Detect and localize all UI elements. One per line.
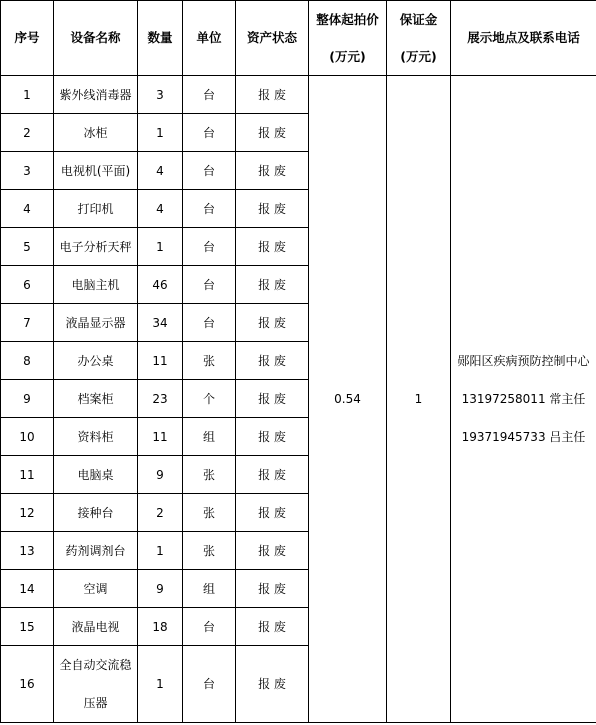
- header-location: 展示地点及联系电话: [451, 1, 596, 76]
- cell-qty: 11: [138, 342, 183, 380]
- contact-phone-1: 13197258011 常主任: [461, 392, 586, 406]
- cell-name: 液晶电视: [54, 608, 138, 646]
- cell-seq: 4: [1, 190, 54, 228]
- cell-name-line2: 压器: [83, 696, 108, 710]
- cell-status: 报 废: [236, 266, 309, 304]
- cell-name: 接种台: [54, 494, 138, 532]
- cell-seq: 14: [1, 570, 54, 608]
- cell-seq: 3: [1, 152, 54, 190]
- cell-price: 0.54: [309, 76, 387, 723]
- cell-status: 报 废: [236, 342, 309, 380]
- cell-unit: 台: [183, 646, 236, 723]
- cell-name: 液晶显示器: [54, 304, 138, 342]
- cell-seq: 7: [1, 304, 54, 342]
- cell-qty: 1: [138, 646, 183, 723]
- header-name: 设备名称: [54, 1, 138, 76]
- cell-status: 报 废: [236, 152, 309, 190]
- cell-unit: 张: [183, 532, 236, 570]
- header-row: [1, 1, 596, 76]
- cell-name: 办公桌: [54, 342, 138, 380]
- cell-qty: 2: [138, 494, 183, 532]
- cell-name-line1: 全自动交流稳: [59, 658, 132, 672]
- header-unit: 单位: [183, 1, 236, 76]
- header-price: [309, 1, 387, 76]
- cell-status: 报 废: [236, 608, 309, 646]
- header-price-line2: (万元): [329, 49, 366, 64]
- cell-seq: 1: [1, 76, 54, 114]
- cell-unit: 台: [183, 266, 236, 304]
- cell-qty: 18: [138, 608, 183, 646]
- cell-name: 电脑主机: [54, 266, 138, 304]
- header-deposit: [387, 1, 451, 76]
- location-name: 郧阳区疾病预防控制中心: [457, 354, 590, 368]
- contact-phone-2: 19371945733 吕主任: [461, 430, 586, 444]
- cell-unit: 台: [183, 190, 236, 228]
- cell-status: 报 废: [236, 494, 309, 532]
- cell-qty: 34: [138, 304, 183, 342]
- cell-unit: 台: [183, 304, 236, 342]
- cell-qty: 23: [138, 380, 183, 418]
- cell-status: 报 废: [236, 228, 309, 266]
- cell-seq: 5: [1, 228, 54, 266]
- cell-name: 档案柜: [54, 380, 138, 418]
- cell-name: 资料柜: [54, 418, 138, 456]
- cell-status: 报 废: [236, 380, 309, 418]
- cell-name: [54, 646, 138, 723]
- cell-unit: 台: [183, 228, 236, 266]
- cell-name: 紫外线消毒器: [54, 76, 138, 114]
- cell-qty: 11: [138, 418, 183, 456]
- cell-seq: 16: [1, 646, 54, 723]
- cell-seq: 2: [1, 114, 54, 152]
- cell-name: 电子分析天秤: [54, 228, 138, 266]
- cell-seq: 10: [1, 418, 54, 456]
- cell-status: 报 废: [236, 532, 309, 570]
- cell-unit: 台: [183, 76, 236, 114]
- cell-seq: 6: [1, 266, 54, 304]
- cell-unit: 张: [183, 456, 236, 494]
- cell-seq: 11: [1, 456, 54, 494]
- cell-status: 报 废: [236, 646, 309, 723]
- cell-unit: 张: [183, 342, 236, 380]
- cell-name: 电脑桌: [54, 456, 138, 494]
- cell-unit: 张: [183, 494, 236, 532]
- cell-seq: 12: [1, 494, 54, 532]
- cell-unit: 组: [183, 570, 236, 608]
- cell-qty: 9: [138, 456, 183, 494]
- cell-seq: 8: [1, 342, 54, 380]
- cell-deposit: 1: [387, 76, 451, 723]
- header-deposit-line1: 保证金: [399, 12, 438, 27]
- cell-status: 报 废: [236, 114, 309, 152]
- cell-unit: 个: [183, 380, 236, 418]
- cell-qty: 1: [138, 532, 183, 570]
- cell-name: 打印机: [54, 190, 138, 228]
- cell-qty: 46: [138, 266, 183, 304]
- cell-status: 报 废: [236, 456, 309, 494]
- cell-name: 药剂调剂台: [54, 532, 138, 570]
- cell-qty: 1: [138, 228, 183, 266]
- cell-name: 空调: [54, 570, 138, 608]
- header-price-line1: 整体起拍价: [316, 12, 379, 27]
- cell-status: 报 废: [236, 76, 309, 114]
- cell-name: 冰柜: [54, 114, 138, 152]
- cell-unit: 组: [183, 418, 236, 456]
- cell-status: 报 废: [236, 190, 309, 228]
- cell-unit: 台: [183, 608, 236, 646]
- cell-unit: 台: [183, 114, 236, 152]
- cell-qty: 1: [138, 114, 183, 152]
- cell-unit: 台: [183, 152, 236, 190]
- header-status: 资产状态: [236, 1, 309, 76]
- cell-location: [451, 76, 596, 723]
- cell-seq: 9: [1, 380, 54, 418]
- cell-qty: 4: [138, 190, 183, 228]
- cell-qty: 4: [138, 152, 183, 190]
- cell-seq: 15: [1, 608, 54, 646]
- cell-status: 报 废: [236, 570, 309, 608]
- cell-qty: 9: [138, 570, 183, 608]
- header-deposit-line2: (万元): [400, 49, 437, 64]
- header-qty: 数量: [138, 1, 183, 76]
- cell-seq: 13: [1, 532, 54, 570]
- cell-status: 报 废: [236, 418, 309, 456]
- cell-qty: 3: [138, 76, 183, 114]
- table-row: [1, 76, 596, 114]
- cell-name: 电视机(平面): [54, 152, 138, 190]
- cell-status: 报 废: [236, 304, 309, 342]
- header-seq: 序号: [1, 1, 54, 76]
